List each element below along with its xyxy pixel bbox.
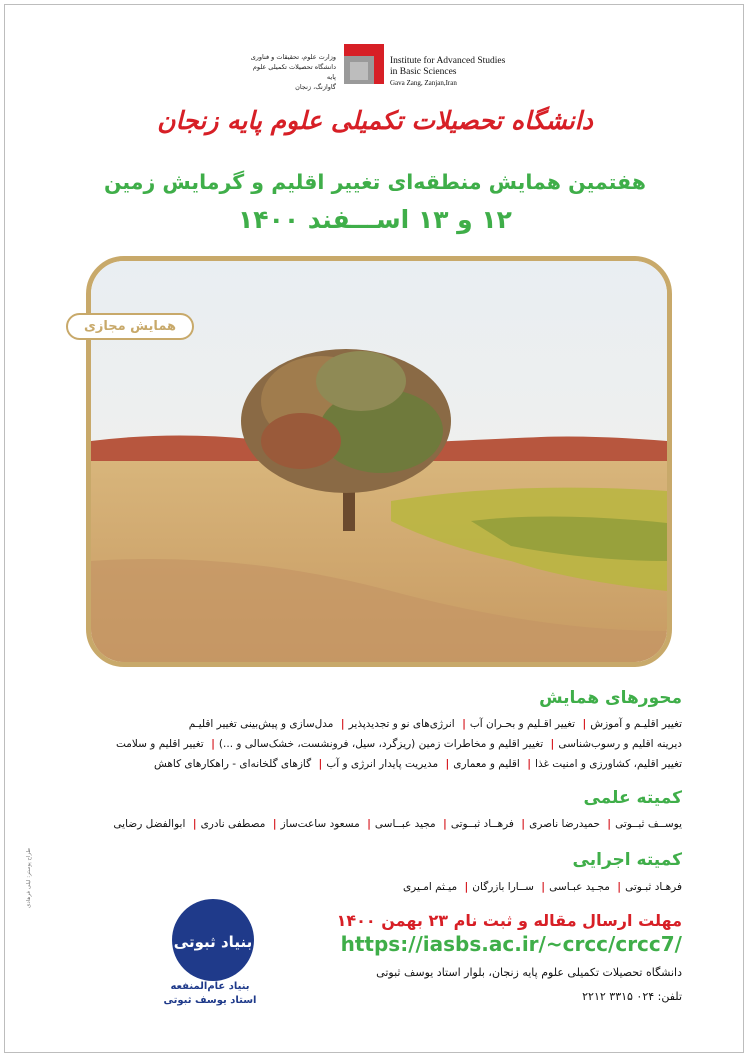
committee-member: حمیدرضا ناصری — [529, 818, 600, 830]
axes-row: تغییر اقلیـم و آموزش| تغییر اقـلیم و بحـران آب| انرژی‌های نو و تجدیدپذیر| مدل‌سازی و پیش‌بینی تغییر اقلیـم — [188, 718, 682, 730]
location-fa-line: گاوازنگ، زنجان — [295, 83, 336, 91]
institute-english-name — [390, 56, 520, 89]
event-title: هفتمین همایش منطقه‌ای تغییر اقلیم و گرمایش زمین — [103, 170, 647, 194]
axes-row: دیرینه اقلیم و رسوب‌شناسی| تغییر اقلیم و مخاطرات زمین (ریزگرد، سیل، فرونشست، خشک‌سالی و ...)| تغییر اقلیم و سلامت — [115, 738, 682, 750]
scientific-committee-heading: کمیته علمی — [583, 788, 682, 808]
event-date: ۱۲ و ۱۳ اســـفند ۱۴۰۰ — [238, 205, 512, 234]
ministry-line: وزارت علوم، تحقیقات و فناوری — [250, 53, 336, 61]
executive-committee-list: فرهـاد ثبـوتی| مجـید عبـاسی| ســارا بازرگان| میـثم امـیری — [402, 881, 682, 893]
committee-member: فرهـاد ثبـوتی — [625, 881, 682, 893]
institute-en-line-2: in Basic Sciences — [390, 67, 457, 77]
committee-member: مجید عبــاسی — [374, 818, 436, 830]
committee-member: میـثم امـیری — [402, 881, 458, 893]
institute-en-location: Gava Zang, Zanjan,Iran — [390, 79, 457, 87]
institute-fa-line: دانشگاه تحصیلات تکمیلی علوم پایه — [252, 63, 336, 81]
axis-item: مدیریت پایدار انرژی و آب — [326, 758, 439, 770]
scientific-committee-list: یوســف ثبــوتی| حمیدرضا ناصری| فرهــاد ثبــوتی| مجید عبــاسی| مسعود ساعت‌ساز| مصطفی نادری| ابوالفضل رضایی — [113, 818, 682, 830]
axis-item: تغییر اقلیم و مخاطرات زمین (ریزگرد، سیل، فرونشست، خشک‌سالی و ...) — [218, 738, 544, 750]
iasbs-logo-icon — [340, 42, 386, 88]
axis-item: مدل‌سازی و پیش‌بینی تغییر اقلیـم — [188, 718, 334, 730]
header — [250, 42, 520, 92]
submission-deadline: مهلت ارسال مقاله و ثبت نام ۲۳ بهمن ۱۴۰۰ — [336, 911, 682, 930]
axes-row: تغییر اقلیم، کشاورزی و امنیت غذا| اقلیم و معماری| مدیریت پایدار انرژی و آب| گازهای گلخانه‌ای - راهکارهای کاهش — [153, 758, 682, 770]
address: دانشگاه تحصیلات تکمیلی علوم پایه زنجان، بلوار استاد یوسف ثبوتی — [376, 966, 682, 979]
institute-en-line-1: Institute for Advanced Studies — [390, 56, 506, 66]
committee-member: فرهــاد ثبــوتی — [450, 818, 514, 830]
university-title: دانشگاه تحصیلات تکمیلی علوم پایه زنجان — [157, 106, 593, 135]
committee-member: ســارا بازرگان — [472, 881, 534, 893]
foundation-logo-icon — [170, 897, 256, 983]
axes-heading: محورهای همایش — [539, 688, 682, 708]
axis-item: تغییر اقلیـم و آموزش — [590, 718, 682, 730]
committee-member: مجـید عبـاسی — [549, 881, 610, 893]
committee-member: مصطفی نادری — [200, 818, 266, 830]
institute-persian-name — [250, 52, 336, 92]
website-link[interactable]: https://iasbs.ac.ir/~crcc/crcc7/ — [340, 932, 682, 956]
foundation-name-line-1: بنیاد عام‌المنفعه — [170, 981, 250, 992]
axis-item: گازهای گلخانه‌ای - راهکارهای کاهش — [153, 758, 312, 770]
axes-list — [72, 714, 682, 774]
virtual-event-badge: همایش مجازی — [66, 313, 194, 340]
executive-committee-heading: کمیته اجرایی — [572, 850, 682, 870]
committee-member: ابوالفضل رضایی — [113, 818, 186, 830]
axis-item: تغییر اقلیم و سلامت — [115, 738, 204, 750]
committee-member: یوســف ثبــوتی — [615, 818, 682, 830]
phone-number: تلفن: ۰۲۴ ۳۳۱۵ ۲۲۱۲ — [582, 990, 682, 1003]
axis-item: اقلیم و معماری — [453, 758, 520, 770]
axis-item: دیرینه اقلیم و رسوب‌شناسی — [558, 738, 682, 750]
foundation-name — [140, 980, 280, 1008]
axis-item: تغییر اقـلیم و بحـران آب — [469, 718, 576, 730]
axis-item: انرژی‌های نو و تجدیدپذیر — [348, 718, 455, 730]
designer-credit: طراح پوستر: لیلی فرهادی — [26, 848, 32, 908]
committee-member: مسعود ساعت‌ساز — [280, 818, 360, 830]
axis-item: تغییر اقلیم، کشاورزی و امنیت غذا — [535, 758, 682, 770]
foundation-name-line-2: استاد یوسف ثبوتی — [163, 995, 257, 1006]
foundation-logo-text: بنیاد ثبوتی — [173, 933, 253, 951]
